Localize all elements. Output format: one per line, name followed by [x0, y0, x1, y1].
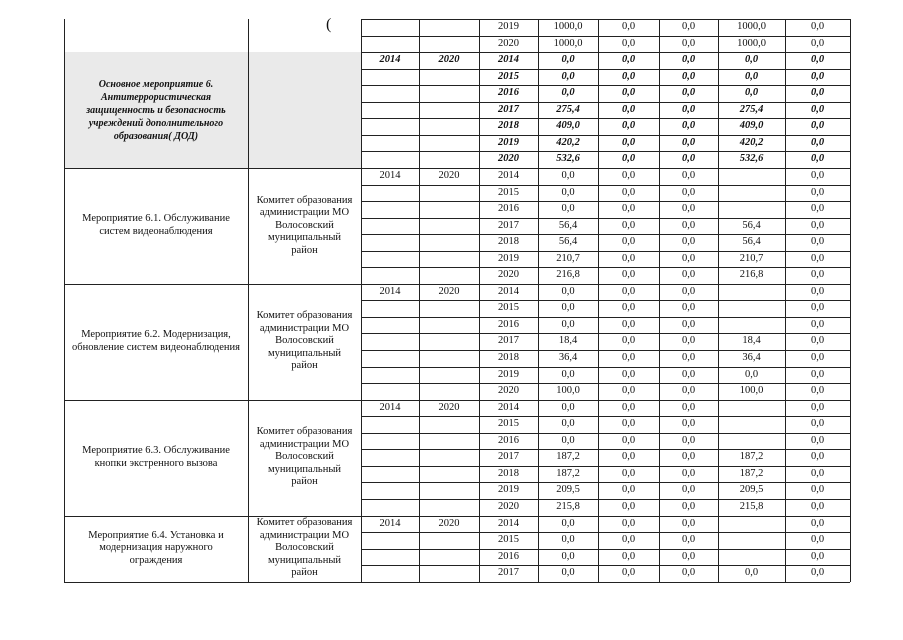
- amount-cell: [718, 416, 785, 433]
- year-cell: 2017: [498, 335, 519, 347]
- amount-cell: 0,0: [681, 103, 696, 115]
- amount-cell: 0,0: [810, 219, 825, 231]
- amount-cell: 0,0: [561, 203, 575, 215]
- amount-cell: 532,6: [739, 153, 764, 165]
- end-year-cell: [419, 19, 479, 36]
- amount-cell: 0,0: [621, 87, 636, 99]
- amount-cell: 0,0: [744, 54, 759, 66]
- amount-cell: 0,0: [561, 186, 575, 198]
- amount-cell: 0,0: [744, 87, 759, 99]
- year-cell: 2016: [498, 318, 519, 330]
- amount-cell: 0,0: [681, 219, 696, 231]
- amount-cell: [718, 433, 785, 450]
- executor-name: [250, 23, 359, 48]
- amount-cell: 0,0: [681, 484, 696, 496]
- amount-cell: [718, 400, 785, 417]
- year-cell: 2014: [498, 401, 519, 413]
- year-cell: 2015: [498, 418, 519, 430]
- amount-cell: 0,0: [621, 550, 636, 562]
- amount-cell: 0,0: [810, 550, 825, 562]
- amount-cell: 409,0: [739, 120, 764, 132]
- amount-cell: 0,0: [810, 269, 825, 281]
- amount-cell: 0,0: [561, 54, 575, 66]
- amount-cell: 0,0: [561, 285, 575, 297]
- amount-cell: 210,7: [739, 252, 764, 264]
- amount-cell: 420,2: [739, 136, 764, 148]
- amount-cell: 0,0: [561, 368, 575, 380]
- amount-cell: 0,0: [810, 153, 825, 165]
- executor-name: Комитет образования администрации МО Волосовский муниципальный район: [256, 517, 353, 579]
- end-year-cell: 2020: [438, 517, 460, 529]
- amount-cell: 0,0: [621, 567, 636, 579]
- amount-cell: 1000,0: [553, 37, 583, 49]
- amount-cell: 0,0: [810, 401, 825, 413]
- stray-parenthesis: (: [326, 16, 332, 33]
- amount-cell: 0,0: [561, 534, 575, 546]
- amount-cell: 0,0: [621, 103, 636, 115]
- amount-cell: 0,0: [621, 169, 636, 181]
- amount-cell: 0,0: [744, 567, 759, 579]
- executor-name: Комитет образования администрации МО Волосовский муниципальный район: [256, 310, 353, 372]
- amount-cell: 0,0: [681, 434, 696, 446]
- amount-cell: 100,0: [556, 385, 580, 397]
- activity-title: Мероприятие 6.2. Модернизация, обновление систем видеонаблюдения: [72, 329, 240, 353]
- amount-cell: [718, 201, 785, 218]
- amount-cell: 0,0: [810, 567, 825, 579]
- amount-cell: [718, 532, 785, 549]
- amount-cell: 0,0: [810, 70, 825, 82]
- amount-cell: 187,2: [556, 467, 580, 479]
- amount-cell: 0,0: [681, 120, 696, 132]
- amount-cell: 0,0: [621, 385, 636, 397]
- amount-cell: 215,8: [556, 500, 580, 512]
- amount-cell: 0,0: [810, 335, 825, 347]
- start-year-cell: 2014: [379, 169, 401, 181]
- amount-cell: 0,0: [681, 368, 696, 380]
- year-cell: 2018: [498, 236, 519, 248]
- amount-cell: 0,0: [681, 467, 696, 479]
- amount-cell: 0,0: [621, 401, 636, 413]
- year-cell: 2020: [498, 385, 519, 397]
- amount-cell: 0,0: [810, 500, 825, 512]
- amount-cell: 56,4: [558, 236, 578, 248]
- amount-cell: 0,0: [621, 70, 636, 82]
- amount-cell: 0,0: [561, 302, 575, 314]
- amount-cell: 0,0: [681, 534, 696, 546]
- amount-cell: 187,2: [739, 467, 764, 479]
- year-cell: 2020: [498, 37, 519, 49]
- amount-cell: 0,0: [810, 54, 825, 66]
- amount-cell: 0,0: [810, 467, 825, 479]
- start-year-cell: 2014: [379, 401, 401, 413]
- amount-cell: 0,0: [744, 70, 759, 82]
- amount-cell: 0,0: [681, 567, 696, 579]
- year-cell: 2020: [498, 500, 519, 512]
- amount-cell: 0,0: [621, 352, 636, 364]
- amount-cell: 36,4: [558, 352, 578, 364]
- year-cell: 2018: [498, 120, 519, 132]
- amount-cell: 216,8: [739, 269, 764, 281]
- amount-cell: 0,0: [810, 451, 825, 463]
- activity-title: Основное мероприятие 6. Антитеррористическая защищенность и безопасность учреждений дополнительного образования( ДОД): [86, 78, 226, 142]
- year-cell: 2017: [498, 451, 519, 463]
- year-cell: 2016: [498, 87, 519, 99]
- amount-cell: 0,0: [681, 385, 696, 397]
- column-line: [785, 19, 786, 582]
- activity-title: Мероприятие 6.3. Обслуживание кнопки экстренного вызова: [82, 445, 230, 469]
- amount-cell: 0,0: [621, 186, 636, 198]
- amount-cell: 209,5: [556, 484, 580, 496]
- amount-cell: 56,4: [742, 236, 761, 248]
- amount-cell: [718, 549, 785, 566]
- column-line: [419, 19, 420, 582]
- amount-cell: 0,0: [621, 120, 636, 132]
- amount-cell: 0,0: [621, 269, 636, 281]
- amount-cell: 0,0: [561, 550, 575, 562]
- year-cell: 2014: [498, 285, 519, 297]
- amount-cell: 100,0: [739, 385, 764, 397]
- amount-cell: 0,0: [681, 54, 696, 66]
- amount-cell: 0,0: [681, 186, 696, 198]
- amount-cell: 0,0: [681, 87, 696, 99]
- year-cell: 2014: [498, 517, 519, 529]
- year-cell: 2017: [498, 103, 519, 115]
- amount-cell: 0,0: [621, 236, 636, 248]
- amount-cell: 0,0: [621, 418, 636, 430]
- start-year-cell: 2014: [379, 517, 401, 529]
- year-cell: 2015: [498, 534, 519, 546]
- end-year-cell: 2020: [438, 401, 460, 413]
- amount-cell: 0,0: [621, 451, 636, 463]
- amount-cell: 0,0: [621, 335, 636, 347]
- amount-cell: [718, 300, 785, 317]
- year-cell: 2019: [498, 484, 519, 496]
- year-cell: 2017: [498, 219, 519, 231]
- column-line: [64, 19, 65, 582]
- end-year-cell: 2020: [438, 285, 460, 297]
- year-cell: 2015: [498, 186, 519, 198]
- year-cell: 2015: [498, 302, 519, 314]
- year-cell: 2018: [498, 352, 519, 364]
- amount-cell: 0,0: [681, 401, 696, 413]
- year-cell: 2014: [498, 169, 519, 181]
- amount-cell: 0,0: [621, 153, 636, 165]
- amount-cell: 0,0: [621, 285, 636, 297]
- amount-cell: 0,0: [561, 169, 575, 181]
- amount-cell: 420,2: [556, 136, 580, 148]
- amount-cell: 0,0: [681, 136, 696, 148]
- amount-cell: 1000,0: [737, 37, 766, 49]
- amount-cell: 0,0: [810, 534, 825, 546]
- amount-cell: 0,0: [681, 153, 696, 165]
- amount-cell: 0,0: [681, 269, 696, 281]
- year-cell: 2020: [498, 269, 519, 281]
- amount-cell: 0,0: [681, 550, 696, 562]
- amount-cell: 0,0: [681, 285, 696, 297]
- column-line: [598, 19, 599, 582]
- amount-cell: 409,0: [556, 120, 580, 132]
- amount-cell: 0,0: [621, 54, 636, 66]
- amount-cell: 0,0: [681, 169, 696, 181]
- amount-cell: 0,0: [810, 87, 825, 99]
- amount-cell: 0,0: [621, 467, 636, 479]
- executor-name: Комитет образования администрации МО Волосовский муниципальный район: [256, 426, 353, 488]
- year-cell: 2016: [498, 203, 519, 215]
- amount-cell: 0,0: [621, 484, 636, 496]
- year-cell: 2020: [498, 153, 519, 165]
- amount-cell: 0,0: [561, 318, 575, 330]
- activity-title: Мероприятие 6.4. Установка и модернизация наружного ограждения: [88, 529, 224, 566]
- amount-cell: 0,0: [681, 21, 696, 33]
- amount-cell: 0,0: [810, 21, 825, 33]
- amount-cell: 0,0: [810, 302, 825, 314]
- start-year-cell: [361, 19, 419, 36]
- amount-cell: 275,4: [739, 103, 764, 115]
- amount-cell: 0,0: [681, 252, 696, 264]
- column-line: [248, 19, 249, 582]
- amount-cell: 0,0: [621, 136, 636, 148]
- year-cell: 2015: [498, 70, 519, 82]
- amount-cell: 215,8: [739, 500, 764, 512]
- column-line: [718, 19, 719, 582]
- start-year-cell: 2014: [379, 285, 401, 297]
- amount-cell: 0,0: [681, 418, 696, 430]
- executor-name: [250, 56, 359, 164]
- year-cell: 2016: [498, 550, 519, 562]
- year-cell: 2019: [498, 252, 519, 264]
- amount-cell: 0,0: [681, 318, 696, 330]
- amount-cell: 0,0: [810, 434, 825, 446]
- amount-cell: 0,0: [744, 368, 759, 380]
- amount-cell: 0,0: [561, 401, 575, 413]
- amount-cell: 0,0: [621, 203, 636, 215]
- amount-cell: 0,0: [621, 534, 636, 546]
- amount-cell: 0,0: [810, 484, 825, 496]
- amount-cell: 0,0: [681, 517, 696, 529]
- amount-cell: 209,5: [739, 484, 764, 496]
- amount-cell: 0,0: [561, 418, 575, 430]
- row-line: [361, 19, 850, 20]
- amount-cell: 56,4: [558, 219, 578, 231]
- amount-cell: 0,0: [810, 285, 825, 297]
- column-line: [850, 19, 851, 582]
- amount-cell: 0,0: [681, 352, 696, 364]
- amount-cell: [718, 516, 785, 533]
- amount-cell: 36,4: [742, 352, 761, 364]
- amount-cell: 275,4: [556, 103, 580, 115]
- amount-cell: 0,0: [810, 37, 825, 49]
- amount-cell: 0,0: [621, 500, 636, 512]
- amount-cell: [718, 168, 785, 185]
- amount-cell: 0,0: [621, 302, 636, 314]
- amount-cell: 0,0: [681, 203, 696, 215]
- amount-cell: 0,0: [810, 103, 825, 115]
- amount-cell: 0,0: [621, 368, 636, 380]
- amount-cell: 0,0: [681, 236, 696, 248]
- amount-cell: 0,0: [621, 21, 636, 33]
- section-line: [64, 582, 850, 583]
- amount-cell: 0,0: [561, 567, 575, 579]
- amount-cell: [718, 185, 785, 202]
- amount-cell: 0,0: [810, 418, 825, 430]
- amount-cell: 0,0: [810, 368, 825, 380]
- amount-cell: 0,0: [561, 70, 575, 82]
- amount-cell: 0,0: [681, 70, 696, 82]
- amount-cell: [718, 317, 785, 334]
- amount-cell: 0,0: [810, 203, 825, 215]
- year-cell: 2018: [498, 467, 519, 479]
- amount-cell: 56,4: [742, 219, 761, 231]
- amount-cell: 0,0: [810, 186, 825, 198]
- amount-cell: 0,0: [681, 451, 696, 463]
- amount-cell: 0,0: [621, 434, 636, 446]
- year-cell: 2017: [498, 567, 519, 579]
- amount-cell: 0,0: [810, 385, 825, 397]
- amount-cell: 0,0: [681, 302, 696, 314]
- amount-cell: 532,6: [556, 153, 580, 165]
- amount-cell: [718, 284, 785, 301]
- activity-title: Мероприятие 6.1. Обслуживание систем видеонаблюдения: [82, 213, 230, 237]
- amount-cell: 0,0: [810, 252, 825, 264]
- amount-cell: 0,0: [810, 120, 825, 132]
- amount-cell: 0,0: [810, 318, 825, 330]
- year-cell: 2019: [498, 21, 519, 33]
- column-line: [479, 19, 480, 582]
- amount-cell: 0,0: [810, 236, 825, 248]
- amount-cell: 18,4: [742, 335, 761, 347]
- amount-cell: 216,8: [556, 269, 580, 281]
- amount-cell: 1000,0: [737, 21, 766, 33]
- year-cell: 2019: [498, 368, 519, 380]
- end-year-cell: 2020: [438, 169, 460, 181]
- start-year-cell: 2014: [379, 54, 401, 66]
- column-line: [659, 19, 660, 582]
- amount-cell: 0,0: [561, 87, 575, 99]
- amount-cell: 0,0: [621, 318, 636, 330]
- end-year-cell: 2020: [438, 54, 460, 66]
- year-cell: 2016: [498, 434, 519, 446]
- amount-cell: 187,2: [556, 451, 580, 463]
- amount-cell: 18,4: [558, 335, 578, 347]
- column-line: [538, 19, 539, 582]
- amount-cell: 210,7: [556, 252, 580, 264]
- executor-name: Комитет образования администрации МО Волосовский муниципальный район: [256, 194, 353, 256]
- amount-cell: 0,0: [810, 352, 825, 364]
- amount-cell: 0,0: [681, 37, 696, 49]
- amount-cell: 0,0: [621, 517, 636, 529]
- activity-title: [66, 19, 246, 52]
- amount-cell: 0,0: [681, 500, 696, 512]
- amount-cell: 1000,0: [553, 21, 583, 33]
- amount-cell: 0,0: [621, 252, 636, 264]
- amount-cell: 0,0: [561, 434, 575, 446]
- amount-cell: 0,0: [810, 169, 825, 181]
- amount-cell: 0,0: [810, 517, 825, 529]
- amount-cell: 0,0: [621, 219, 636, 231]
- amount-cell: 0,0: [810, 136, 825, 148]
- column-line: [361, 19, 362, 582]
- amount-cell: 0,0: [621, 37, 636, 49]
- amount-cell: 187,2: [739, 451, 764, 463]
- amount-cell: 0,0: [561, 517, 575, 529]
- year-cell: 2014: [498, 54, 519, 66]
- year-cell: 2019: [498, 136, 519, 148]
- amount-cell: 0,0: [681, 335, 696, 347]
